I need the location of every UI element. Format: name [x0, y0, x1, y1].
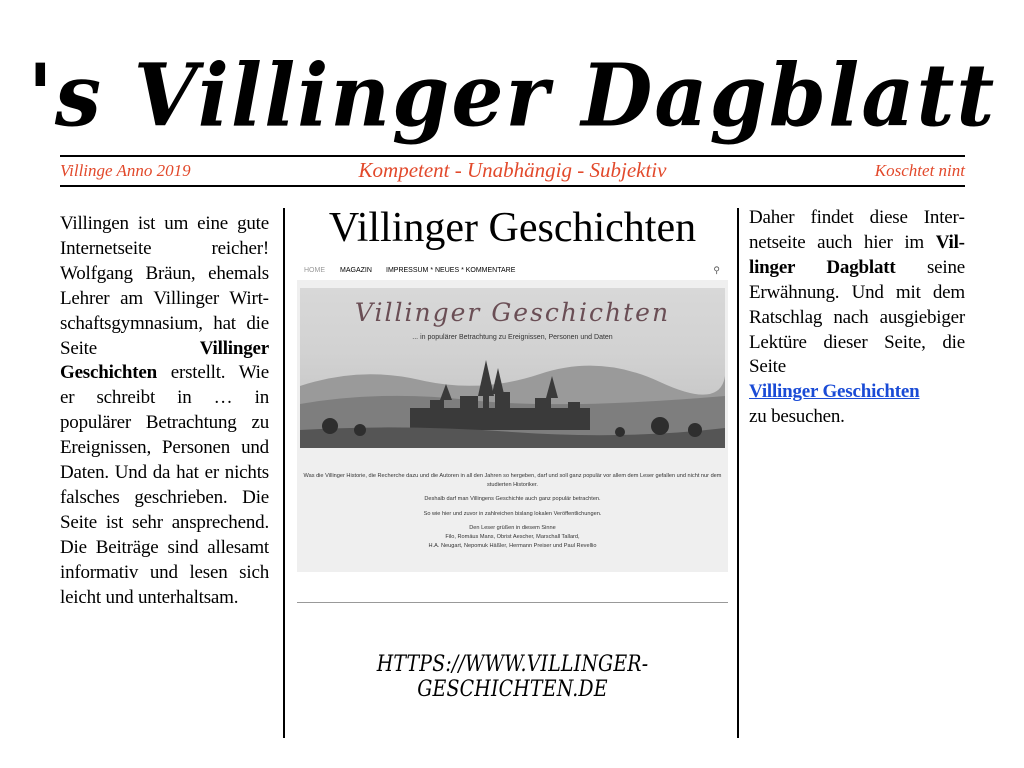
screenshot-paragraph: H.A. Neugart, Nepomuk Häßler, Hermann Preiser und Paul Revellio [428, 542, 597, 549]
screenshot-nav-impressum: IMPRESSUM * NEUES * KOMMENTARE [386, 267, 516, 274]
banner-subtitle: ... in populärer Betrachtung zu Ereignissen, Personen und Daten [412, 334, 613, 341]
masthead-title: 's Villinger Dagblatt [27, 45, 997, 147]
screenshot-paragraph: Filo, Romäus Mans, Obrist Aescher, Marschall Tallard, [445, 533, 580, 540]
screenshot-paragraph: So wie hier und zuvor in zahlreichen bislang lokalen Veröffentlichungen. [423, 510, 602, 517]
screenshot-paragraph: Deshalb darf man Villingens Geschichte auch ganz populär betrachten. [424, 496, 601, 503]
left-text-bold: Villinger Geschichten [60, 337, 269, 384]
subline-price: Koschtet nint [874, 161, 965, 180]
screenshot-paragraph: Den Leser grüßen in diesem Sinne [469, 525, 556, 532]
right-text-part1: Daher findet diese Internetseite auch hier im [749, 207, 965, 253]
website-screenshot [297, 262, 728, 572]
masthead [0, 40, 1024, 152]
subline-motto: Kompetent - Unabhängig - Subjektiv [358, 158, 667, 182]
right-text-bold: Villinger Dagblatt [749, 231, 965, 278]
screenshot-text [297, 472, 728, 550]
article-title: Villinger Geschichten [328, 205, 697, 251]
banner-title: Villinger Geschichten [354, 298, 671, 327]
left-column-text [60, 212, 269, 611]
bottom-rule [60, 185, 965, 187]
right-column-text [749, 206, 965, 430]
subline-date: Villinge Anno 2019 [60, 161, 191, 180]
right-text-part3: zu besuchen. [749, 406, 845, 428]
screenshot-paragraph: Was die Villinger Historie, die Recherche dazu und die Autoren in all den Jahren so hergeben, darf und soll ganz populär vor allem dem Leser gefallen und nicht nur dem studierten Historiker. [303, 473, 722, 488]
column-divider-right [737, 208, 739, 738]
search-icon: ⚲ [713, 265, 720, 275]
right-text-part2: seine Erwähnung. Und mit dem Ratschlag nach ausgiebiger Lektüre dieser Seite, die Seite [749, 256, 965, 378]
villinger-geschichten-link[interactable]: Villinger Geschichten [749, 381, 920, 403]
screenshot-banner [300, 288, 725, 448]
column-divider-left [283, 208, 285, 738]
subline [60, 157, 965, 185]
website-url: HTTPS://WWW.VILLINGER-GESCHICHTEN.DE [376, 652, 649, 702]
screenshot-nav-home: HOME [304, 267, 325, 274]
screenshot-nav-magazin: MAGAZIN [340, 267, 372, 274]
town-engraving-image [300, 346, 725, 448]
left-text-part2: erstellt. Wie er schreibt in … in populärer Betrachtung zu Ereignissen, Personen und Daten. Und da hat er nichts falsches geschrieben. Die Seite ist sehr ansprechend. Die Beiträge sind allesamt informativ und lesen sich leicht und unterhaltsam. [60, 362, 269, 608]
screenshot-nav [297, 262, 728, 280]
left-text-part1: Villingen ist um eine gute Internetseite reicher! Wolfgang Bräun, ehemals Lehrer am Villinger Wirtschaftsgymnasium, hat die Seite [60, 213, 269, 359]
center-divider [297, 602, 728, 603]
